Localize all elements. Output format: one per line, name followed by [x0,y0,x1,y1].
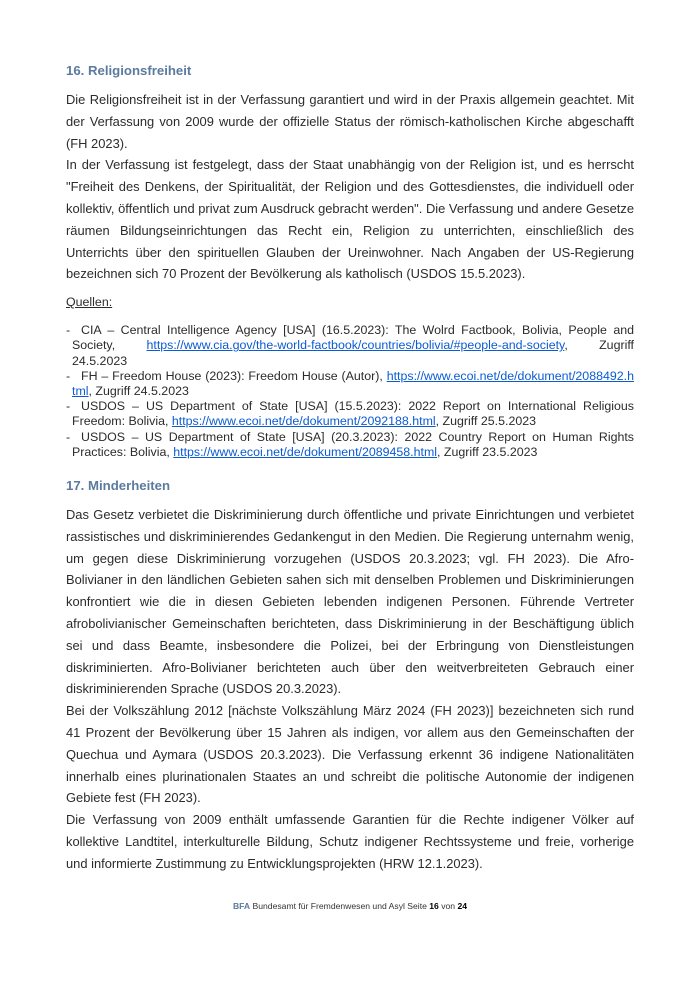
source-item-fh [66,369,634,399]
sources-list [66,323,634,460]
source-text: FH – Freedom House (2023): Freedom House (Autor), [81,368,387,383]
footer-page-total: 24 [457,901,468,911]
source-link-usdos-religious[interactable]: https://www.ecoi.net/de/dokument/2092188.html [171,414,436,429]
source-item-usdos-hr [66,430,634,460]
source-link-cia[interactable]: https://www.cia.gov/the-world-factbook/countries/bolivia/#people-and-society [146,338,565,353]
bullet-dash: - [66,368,71,383]
page-footer [0,901,700,912]
footer-page-label: Seite [407,901,427,911]
section-16-paragraph-1: Die Religionsfreiheit ist in der Verfassung garantiert und wird in der Praxis allgemein geachtet. Mit der Verfassung von 2009 wurde der offizielle Status der römisch-katholischen Kirche abgeschafft (FH 2023). [66,92,634,151]
bullet-dash: - [66,323,71,338]
source-text: USDOS – US Department of State [USA] (20.3.2023): 2022 Country Report on Human Rights Practices: Bolivia, [72,429,634,459]
source-text: , Zugriff 25.5.2023 [435,414,537,429]
source-link-fh[interactable]: https://www.ecoi.net/de/dokument/2088492.html [72,368,634,398]
section-17-paragraph-2: Bei der Volkszählung 2012 [nächste Volkszählung März 2024 (FH 2023)] bezeichneten sich rund 41 Prozent der Bevölkerung über 15 Jahren als indigen, vor allem aus den Gemeinschaften der Quechua und Aymara (USDOS 20.3.2023). Die Verfassung erkennt 36 indigene Nationalitäten innerhalb eines plurinationalen Staates an und schreibt die politische Autonomie der indigenen Gebiete fest (FH 2023). [66,703,634,806]
source-text: USDOS – US Department of State [USA] (15.5.2023): 2022 Report on International Religious Freedom: Bolivia, [72,399,634,429]
section-17-paragraph-3: Die Verfassung von 2009 enthält umfassende Garantien für die Rechte indigener Völker auf kollektive Landtitel, interkulturelle Bildung, Schutz indigener Rechtssysteme und freie, vorherige und informierte Zustimmung zu Entwicklungsprojekten (HRW 12.1.2023). [66,812,634,871]
section-17-heading: 17. Minderheiten [66,478,171,493]
source-text: CIA – Central Intelligence Agency [USA] (16.5.2023): The Wolrd Factbook, Bolivia, People and Society, [72,323,634,353]
bfa-logo: BFA [232,901,251,911]
section-16-paragraph-2: In der Verfassung ist festgelegt, dass der Staat unabhängig von der Religion ist, und es herrscht "Freiheit des Denkens, der Spiritualität, der Religion und des Gottesdienstes, die individuell oder kollektiv, öffentlich und privat zum Ausdruck gebracht werden". Die Verfassung und andere Gesetze räumen Bildungseinrichtungen das Recht ein, Religion zu unterrichten, einschließlich des Unterrichts über den spirituellen Glauben der Ureinwohner. Nach Angaben der US-Regierung bezeichnen sich 70 Prozent der Bevölkerung als katholisch (USDOS 15.5.2023). [66,157,634,282]
bullet-dash: - [66,399,71,414]
footer-org-name: Bundesamt für Fremdenwesen und Asyl [252,901,405,911]
footer-page-current: 16 [429,901,439,911]
source-link-usdos-hr[interactable]: https://www.ecoi.net/de/dokument/2089458.html [173,444,438,459]
source-text: , Zugriff 23.5.2023 [437,444,538,459]
source-text: , Zugriff 24.5.2023 [88,383,189,398]
bullet-dash: - [66,429,71,444]
source-item-usdos-religious [66,399,634,429]
footer-of-label: von [441,901,456,911]
sources-label: Quellen: [66,295,113,310]
source-item-cia [66,323,634,369]
source-text: , Zugriff 24.5.2023 [72,338,634,368]
section-16-heading: 16. Religionsfreiheit [66,63,192,78]
section-17-paragraph-1: Das Gesetz verbietet die Diskriminierung durch öffentliche und private Einrichtungen und verbietet rassistisches und diskriminierendes Gedankengut in den Medien. Die Regierung unternahm wenig, um gegen diese Diskriminierung vorzugehen (USDOS 20.3.2023; vgl. FH 2023). Die Afro-Bolivianer in den ländlichen Gebieten sahen sich mit denselben Problemen und Diskriminierungen konfrontiert wie die in diesen Gebieten lebenden indigenen Personen. Führende Vertreter afrobolivianischer Gemeinschaften berichteten, dass Diskriminierung in der Beschäftigung üblich sei und dass Beamte, insbesondere die Polizei, bei der Erbringung von Dienstleistungen diskriminierten. Afro-Bolivianer berichteten auch über den weitverbreiteten Gebrauch einer diskriminierenden Sprache (USDOS 20.3.2023). [66,507,634,697]
